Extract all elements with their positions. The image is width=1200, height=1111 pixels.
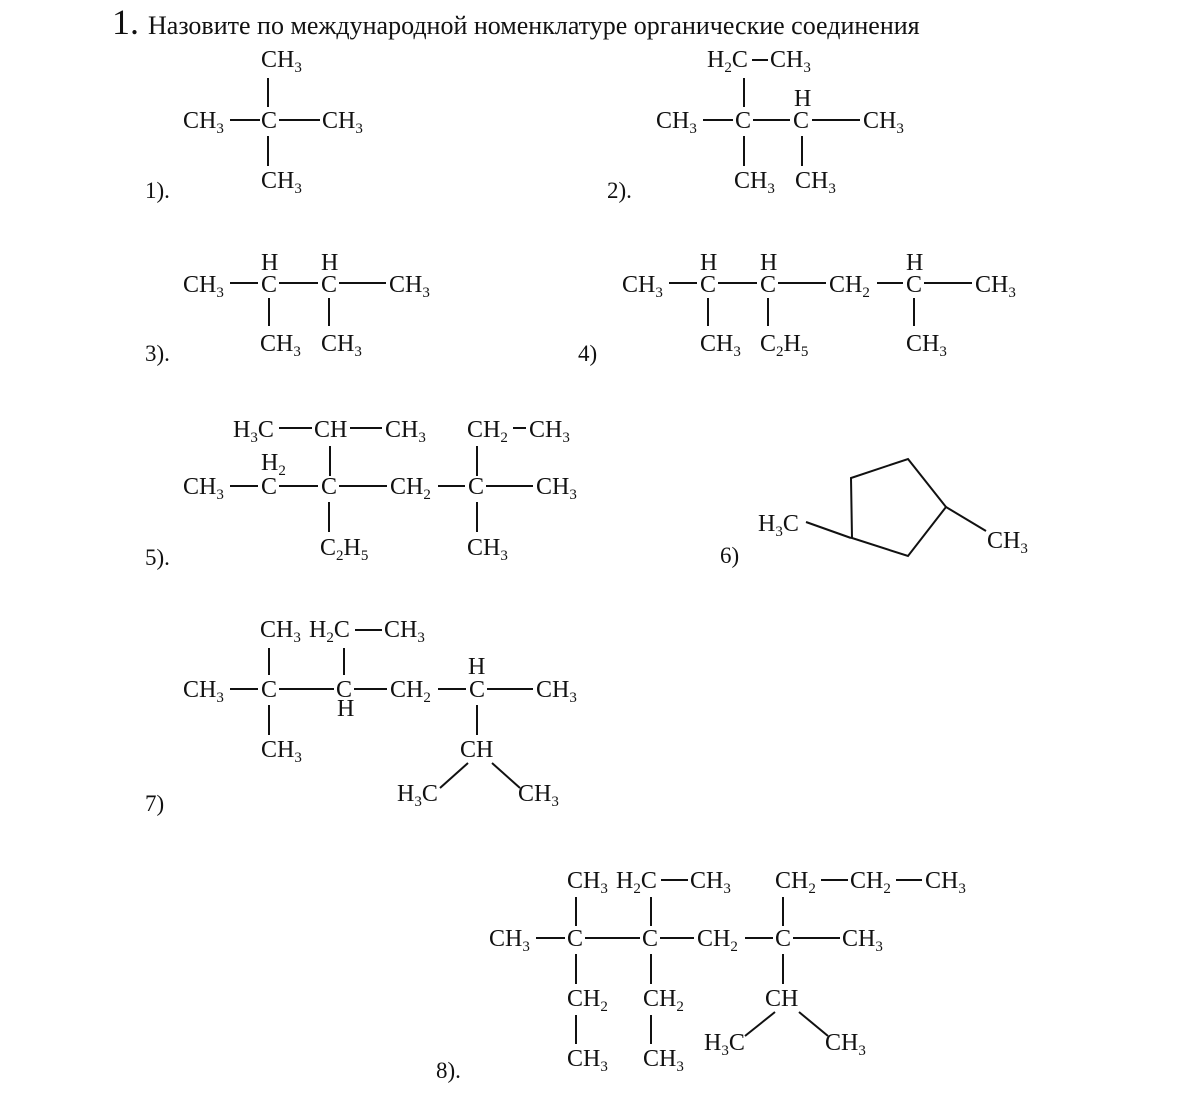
formula: C <box>793 108 810 134</box>
formula: $CH_3$ <box>975 272 1016 301</box>
structure-5 <box>145 417 577 570</box>
formula: $CH_3$ <box>261 168 302 197</box>
bond <box>799 1012 828 1036</box>
formula: $CH_3$ <box>183 677 224 706</box>
formula: $CH_3$ <box>795 168 836 197</box>
formula: $CH_3$ <box>825 1030 866 1059</box>
formula: C <box>321 272 338 298</box>
formula: $CH_3$ <box>567 868 608 897</box>
formula: C <box>775 926 792 952</box>
formula: $CH_2$ <box>390 677 431 706</box>
formula: $CH_2$ <box>850 868 891 897</box>
formula: C <box>321 474 338 500</box>
structure-label: 8). <box>436 1058 461 1083</box>
formula: $CH_3$ <box>734 168 775 197</box>
formula: $CH_2$ <box>829 272 870 301</box>
formula: $H_2$ <box>261 450 286 479</box>
formula: H <box>468 654 486 680</box>
formula: $CH_3$ <box>261 47 302 76</box>
structure-3 <box>145 250 430 366</box>
formula: H <box>337 696 355 722</box>
formula: $C_2H_5$ <box>760 331 809 360</box>
formula: C <box>760 272 777 298</box>
formula: $CH_3$ <box>536 677 577 706</box>
formula: $CH_3$ <box>643 1046 684 1075</box>
formula: $H_3C$ <box>704 1030 745 1059</box>
formula: $CH_2$ <box>775 868 816 897</box>
formula: $CH_3$ <box>529 417 570 446</box>
formula: $CH_3$ <box>261 737 302 766</box>
structure-6 <box>720 459 1028 568</box>
formula: C <box>469 677 486 703</box>
formula: $CH_2$ <box>567 986 608 1015</box>
formula: $CH_3$ <box>906 331 947 360</box>
formula: $CH_3$ <box>183 272 224 301</box>
formula: $CH_3$ <box>690 868 731 897</box>
formula: CH <box>314 417 348 443</box>
formula: C <box>261 474 278 500</box>
cyclopentane-ring <box>851 459 946 556</box>
formula: $CH_3$ <box>700 331 741 360</box>
formula: $CH_3$ <box>622 272 663 301</box>
structure-8 <box>436 868 966 1083</box>
formula: C <box>642 926 659 952</box>
structure-1 <box>145 47 363 203</box>
formula: $CH_3$ <box>987 528 1028 557</box>
formula: CH <box>765 986 799 1012</box>
structure-4 <box>578 250 1016 366</box>
formula: $H_3C$ <box>397 781 438 810</box>
formula: $CH_3$ <box>183 108 224 137</box>
formula: $H_3C$ <box>758 511 799 540</box>
formula: $CH_3$ <box>385 417 426 446</box>
formula: $CH_3$ <box>536 474 577 503</box>
formula: $CH_3$ <box>863 108 904 137</box>
formula: $CH_2$ <box>643 986 684 1015</box>
formula: $CH_3$ <box>770 47 811 76</box>
structure-label: 6) <box>720 543 740 568</box>
formula: H <box>906 250 924 276</box>
task-title: Назовите по международной номенклатуре органические соединения <box>148 11 920 40</box>
structure-label: 2). <box>607 178 632 203</box>
formula: C <box>468 474 485 500</box>
formula: $CH_3$ <box>489 926 530 955</box>
formula: $H_2C$ <box>616 868 657 897</box>
bond <box>492 763 520 788</box>
formula: C <box>567 926 584 952</box>
formula: C <box>700 272 717 298</box>
structure-label: 1). <box>145 178 170 203</box>
formula: $H_2C$ <box>707 47 748 76</box>
structure-label: 5). <box>145 545 170 570</box>
formula: C <box>261 677 278 703</box>
formula: $CH_3$ <box>321 331 362 360</box>
structure-7 <box>145 617 577 816</box>
formula: H <box>321 250 339 276</box>
formula: H <box>261 250 279 276</box>
formula: $CH_2$ <box>697 926 738 955</box>
formula: H <box>794 86 812 112</box>
structure-label: 3). <box>145 341 170 366</box>
bond <box>946 507 986 531</box>
formula: $CH_2$ <box>467 417 508 446</box>
formula: $CH_3$ <box>389 272 430 301</box>
bond <box>745 1012 775 1036</box>
task-number: 1. <box>112 2 139 42</box>
formula: $H_3C$ <box>233 417 274 446</box>
formula: C <box>336 677 353 703</box>
structure-label: 7) <box>145 791 165 816</box>
formula: C <box>261 108 278 134</box>
formula: $CH_3$ <box>260 617 301 646</box>
formula: C <box>906 272 923 298</box>
structure-2 <box>607 47 904 203</box>
formula: H <box>700 250 718 276</box>
formula: H <box>760 250 778 276</box>
bond <box>440 763 468 788</box>
formula: $CH_3$ <box>656 108 697 137</box>
formula: $CH_3$ <box>925 868 966 897</box>
bond <box>806 522 851 538</box>
formula: $CH_3$ <box>322 108 363 137</box>
formula: $CH_3$ <box>467 535 508 564</box>
formula: $H_2C$ <box>309 617 350 646</box>
formula: C <box>261 272 278 298</box>
formula: CH <box>460 737 494 763</box>
formula: $CH_3$ <box>567 1046 608 1075</box>
formula: $CH_3$ <box>260 331 301 360</box>
formula: C <box>735 108 752 134</box>
formula: $CH_3$ <box>842 926 883 955</box>
formula: $CH_3$ <box>183 474 224 503</box>
formula: $C_2H_5$ <box>320 535 369 564</box>
formula: $CH_3$ <box>518 781 559 810</box>
structure-label: 4) <box>578 341 598 366</box>
formula: $CH_2$ <box>390 474 431 503</box>
formula: $CH_3$ <box>384 617 425 646</box>
